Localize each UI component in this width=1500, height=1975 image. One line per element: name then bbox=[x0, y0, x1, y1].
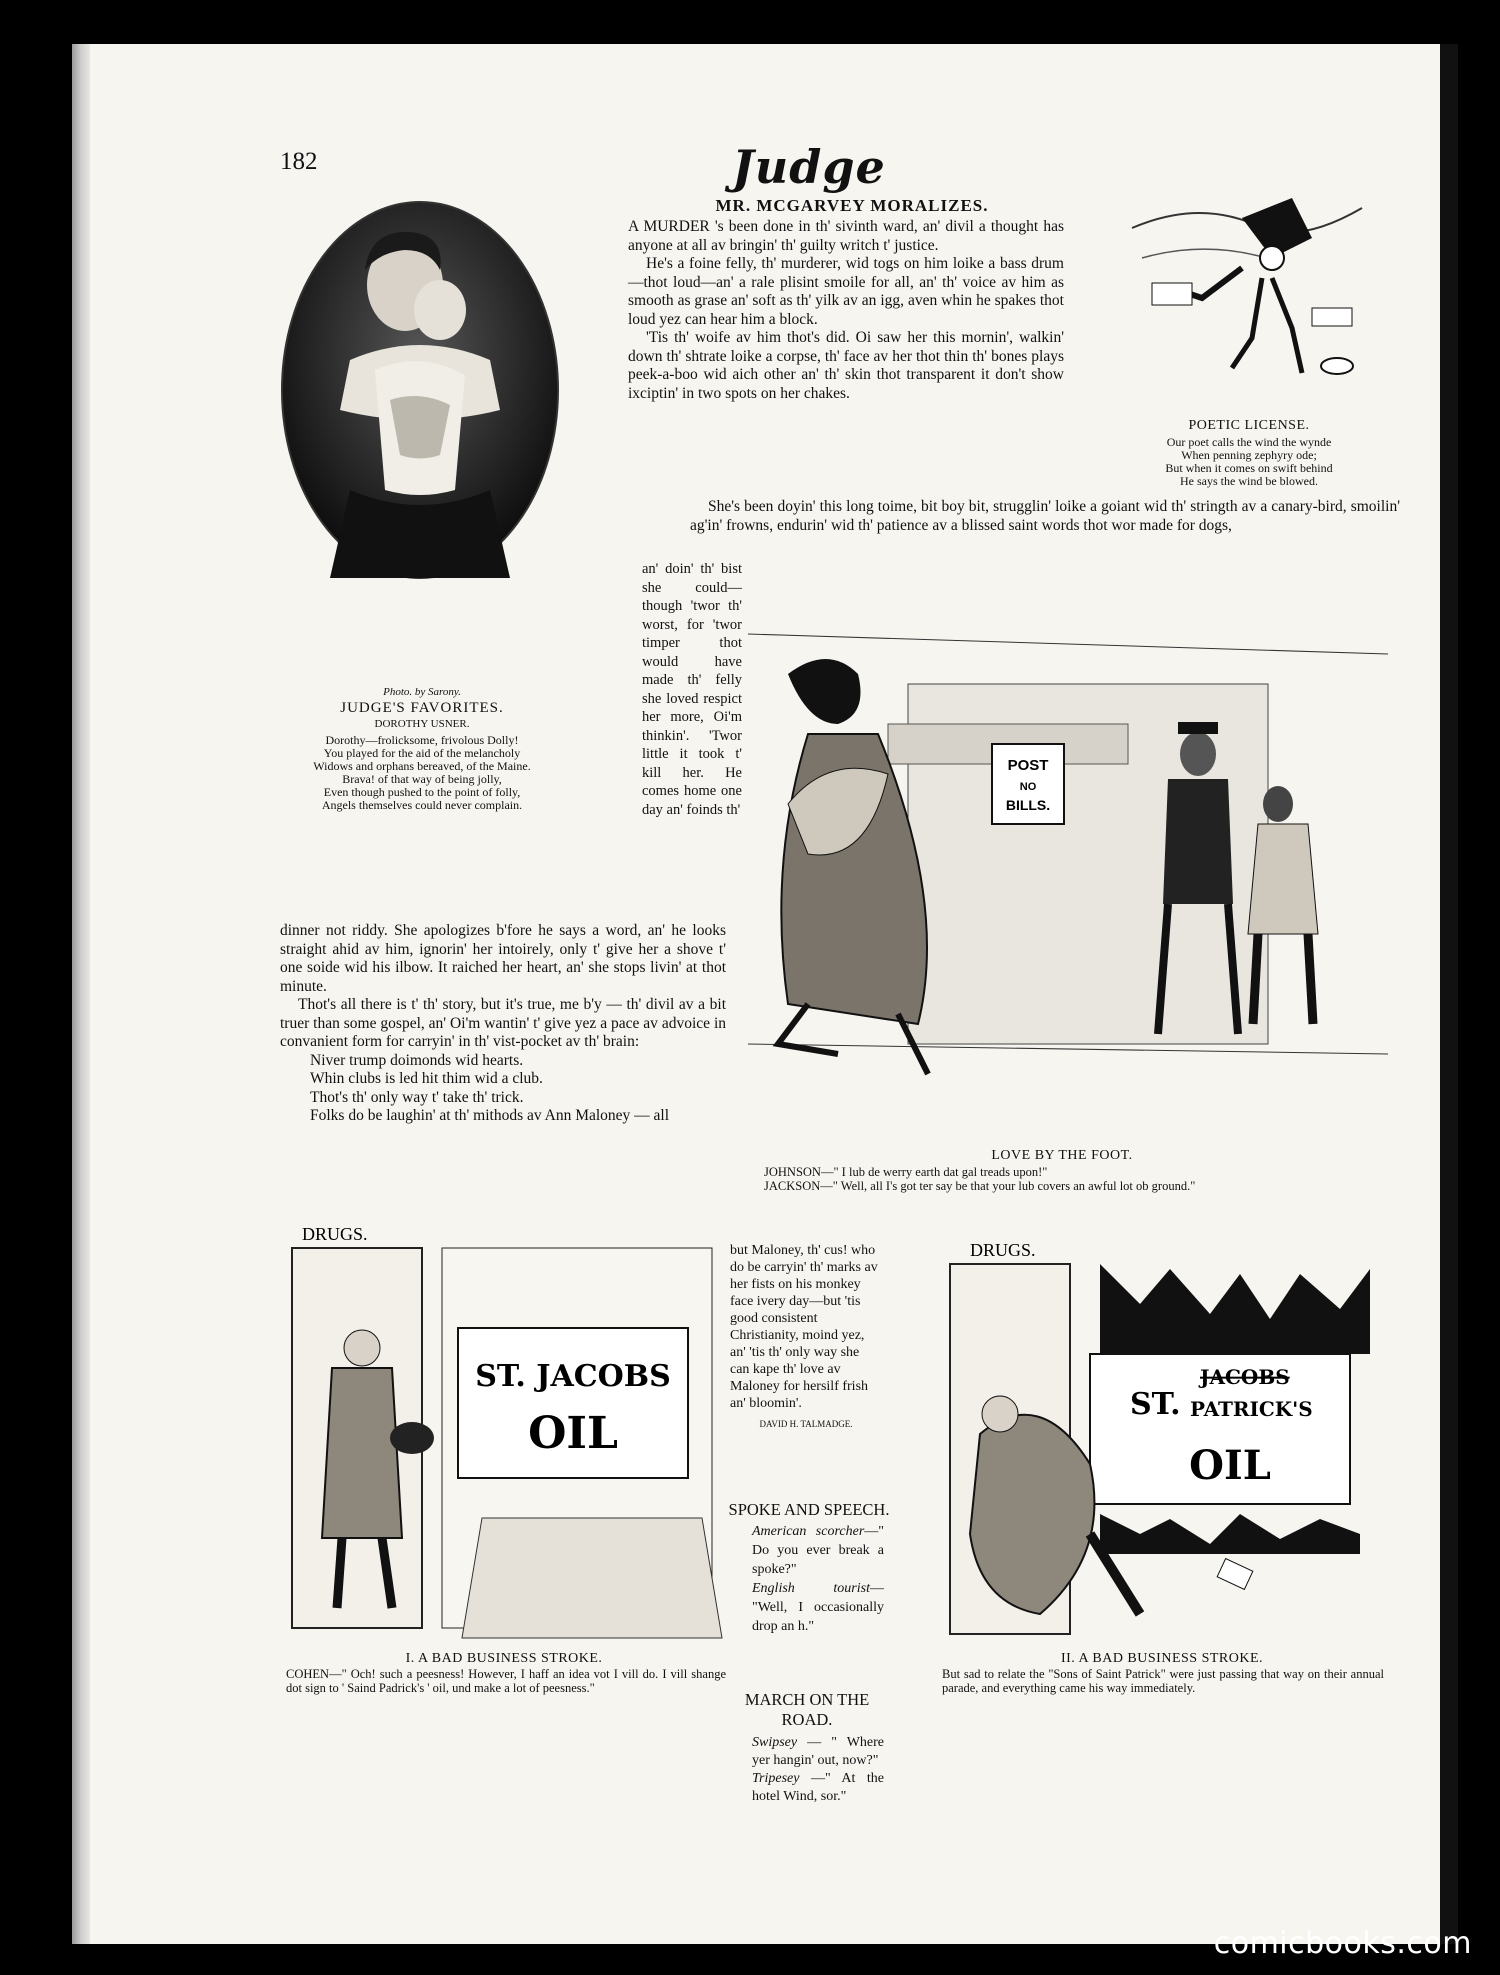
article-paragraph: 'Tis th' woife av him thot's did. Oi saw her this mornin', walkin' down th' shtrate loike a corpse, th' face av her thot thin th' bones plays peek-a-boo wid aich other an' th' skin thot transparent it don't show ixciptin' in two spots on her chakes. bbox=[628, 329, 1064, 402]
article-column-c bbox=[280, 922, 726, 1126]
speaker-jackson: JACKSON bbox=[764, 1179, 821, 1193]
portrait-photo bbox=[280, 200, 560, 580]
speaker-johnson: JOHNSON bbox=[764, 1165, 821, 1179]
jacobs-struck-line: JACOBS bbox=[1200, 1365, 1290, 1389]
verse-line: Brava! of that way of being jolly, bbox=[342, 772, 502, 786]
dialogue-line bbox=[764, 1165, 1384, 1179]
verse-line: You played for the aid of the melancholy bbox=[323, 746, 521, 760]
drugs-sign: DRUGS. bbox=[302, 1224, 368, 1244]
dialogue-text: —" Well, all I's got ter say be that your lub covers an awful lot ob ground." bbox=[820, 1179, 1196, 1193]
article-paragraph: but Maloney, th' cus! who do be carryin' th' marks av her fists on his monkey face ivery day—but 'tis good consistent Christianity, moind yez, an' 'tis th' only way she can kape th' love av Maloney for hersilf frish an' bloomin'. bbox=[730, 1243, 878, 1411]
patricks-sign-line: PATRICK'S bbox=[1190, 1397, 1313, 1421]
article-column-b bbox=[690, 498, 1400, 535]
dialogue-text: —" Do you ever break a spoke?" bbox=[752, 1524, 884, 1577]
post-no-bills-line: POST bbox=[1007, 757, 1049, 774]
magazine-page bbox=[72, 44, 1458, 1944]
rhyme-line: Folks do be laughin' at th' mithods av Ann Maloney — all bbox=[310, 1107, 670, 1124]
dialogue-line bbox=[732, 1734, 884, 1770]
verse-line: When penning zephyry ode; bbox=[1181, 448, 1317, 462]
portrait-oval-image bbox=[280, 200, 560, 580]
article-paragraph: A MURDER 's been done in th' sivinth ward, an' divil a thought has anyone at all av bringin' th' guilty writch t' justice. bbox=[628, 218, 1064, 254]
article-column-narrow bbox=[642, 560, 742, 819]
love-by-the-foot-title: LOVE BY THE FOOT. bbox=[991, 1148, 1133, 1163]
speaker: Tripesey bbox=[752, 1771, 800, 1786]
speaker-cohen: COHEN bbox=[286, 1667, 330, 1681]
article-continued bbox=[730, 1242, 882, 1433]
street-scene-drawing bbox=[748, 604, 1388, 1144]
article-headline: MR. MCGARVEY MORALIZES. bbox=[715, 196, 989, 215]
verse-line: Angels themselves could never complain. bbox=[321, 798, 523, 812]
drugs-sign: DRUGS. bbox=[970, 1240, 1036, 1260]
drugstore-one-drawing bbox=[282, 1218, 726, 1648]
spoke-and-speech-dialogue bbox=[732, 1522, 884, 1636]
article-paragraph: dinner not riddy. She apologizes b'fore he says a word, an' he looks straight ahid av him, ignorin' her intoirely, only t' give her a shove t' one soide wid his ilbow. It raiched her heart, an' she stops livin' at thot minute. bbox=[280, 922, 726, 995]
speaker: Swipsey bbox=[752, 1735, 798, 1750]
post-no-bills-line: BILLS. bbox=[1005, 797, 1051, 813]
verse-line: Dorothy—frolicksome, frivolous Dolly! bbox=[325, 733, 519, 747]
dialogue-text: —" At the hotel Wind, sor." bbox=[752, 1771, 884, 1804]
bad-business-stroke-one-title: I. A BAD BUSINESS STROKE. bbox=[405, 1651, 603, 1666]
masthead: Judge bbox=[732, 140, 886, 194]
portrait-verse bbox=[272, 734, 572, 812]
title-line: ROAD. bbox=[781, 1710, 833, 1729]
article-author: DAVID H. TALMADGE. bbox=[759, 1419, 853, 1429]
article-paragraph: an' doin' th' bist she could—though 'twor th' worst, for 'twor timper thot would have made th' felly she loved respict her more, Oi'm thinkin'. 'Twor little it took t' kill her. He comes home one day an' foinds th' bbox=[642, 561, 742, 818]
speaker: English tourist bbox=[752, 1581, 870, 1596]
poetic-license-illustration bbox=[1122, 188, 1376, 400]
dialogue-line bbox=[732, 1770, 884, 1806]
verse-line: Our poet calls the wind the wynde bbox=[1166, 435, 1332, 449]
dialogue-text: —" Och! such a peesness! However, I haff an idea vot I vill do. I vill shange dot sign to ' Saind Padrick's ' oil, und make a lot of peesness." bbox=[286, 1667, 726, 1695]
article-paragraph: Thot's all there is t' th' story, but it's true, me b'y — th' divil av a bit truer than some gospel, an' Oi'm wantin' t' give yez a pace av advoice in convanient form for carryin' in th' vist-pocket av th' brain: bbox=[280, 996, 726, 1050]
poetic-license-title: POETIC LICENSE. bbox=[1188, 418, 1310, 433]
st-jacobs-sign-line: ST. JACOBS bbox=[475, 1359, 671, 1394]
title-line: MARCH ON THE bbox=[744, 1690, 870, 1709]
rhyme-line: Whin clubs is led hit thim wid a club. bbox=[310, 1070, 543, 1087]
article-paragraph: He's a foine felly, th' murderer, wid togs on him loike a bass drum—thot loud—an' a rale plisint smoile for all, an' th' voice av him as smooth as grase an' soft as th' yilk av an igg, aven whin he spakes thot loud yez can hear him a block. bbox=[628, 255, 1064, 328]
bad-business-stroke-one-illustration bbox=[282, 1218, 726, 1648]
bad-business-stroke-two-caption bbox=[942, 1667, 1384, 1695]
spoke-and-speech-title: SPOKE AND SPEECH. bbox=[728, 1500, 890, 1519]
portrait-subject: DOROTHY USNER. bbox=[374, 718, 470, 730]
dialogue-text: —" I lub de werry earth dat gal treads upon!" bbox=[820, 1165, 1048, 1179]
post-no-bills-line: NO bbox=[1019, 781, 1037, 793]
love-by-the-foot-illustration bbox=[748, 604, 1388, 1144]
speaker: American scorcher bbox=[752, 1524, 865, 1539]
poetic-license-verse bbox=[1112, 436, 1386, 488]
dialogue-text: — " Where yer hangin' out, now?" bbox=[752, 1735, 884, 1768]
march-on-the-road-dialogue bbox=[732, 1734, 884, 1806]
article-paragraph: She's been doyin' this long toime, bit boy bit, strugglin' loike a goiant wid th' stringth av a canary-bird, smoilin' ag'in' frowns, endurin' wid th' patience av a blissed saint words thot wor made for dogs, bbox=[690, 498, 1400, 534]
verse-line: Widows and orphans bereaved, of the Maine. bbox=[313, 759, 531, 773]
portrait-credit: Photo. by Sarony. bbox=[383, 686, 461, 698]
dialogue-line bbox=[732, 1522, 884, 1579]
verse-line: He says the wind be blowed. bbox=[1180, 474, 1318, 488]
rhyme-line: Niver trump doimonds wid hearts. bbox=[310, 1051, 524, 1069]
rhyme-line: Thot's th' only way t' take th' trick. bbox=[310, 1088, 524, 1106]
dialogue-text: — "Well, I occasionally drop an h." bbox=[752, 1581, 884, 1634]
page-number: 182 bbox=[280, 148, 318, 175]
bad-business-stroke-two-title: II. A BAD BUSINESS STROKE. bbox=[1060, 1651, 1264, 1666]
love-by-the-foot-dialogue bbox=[764, 1165, 1384, 1193]
wind-poet-drawing bbox=[1122, 188, 1376, 400]
drugstore-two-drawing bbox=[940, 1234, 1384, 1648]
article-column-a bbox=[628, 218, 1064, 403]
dialogue-line bbox=[732, 1579, 884, 1636]
book-spine bbox=[72, 44, 90, 1944]
verse-line: But when it comes on swift behind bbox=[1165, 461, 1333, 475]
st-sign-line: ST. bbox=[1130, 1387, 1181, 1422]
dialogue-line bbox=[764, 1179, 1384, 1193]
oil-sign-line: OIL bbox=[1189, 1442, 1271, 1489]
bad-business-stroke-one-caption bbox=[286, 1667, 726, 1695]
page-gutter bbox=[1440, 44, 1458, 1944]
march-on-the-road-title bbox=[722, 1690, 892, 1730]
caption-text: But sad to relate the "Sons of Saint Patrick" were just passing that way on their annual parade, and everything came his way immediately. bbox=[942, 1667, 1384, 1695]
verse-line: Even though pushed to the point of folly, bbox=[323, 785, 521, 799]
oil-sign-line: OIL bbox=[528, 1408, 618, 1459]
bad-business-stroke-two-illustration bbox=[940, 1234, 1384, 1648]
site-watermark: comicbooks.com bbox=[1213, 1926, 1472, 1961]
portrait-title: JUDGE'S FAVORITES. bbox=[340, 700, 504, 716]
